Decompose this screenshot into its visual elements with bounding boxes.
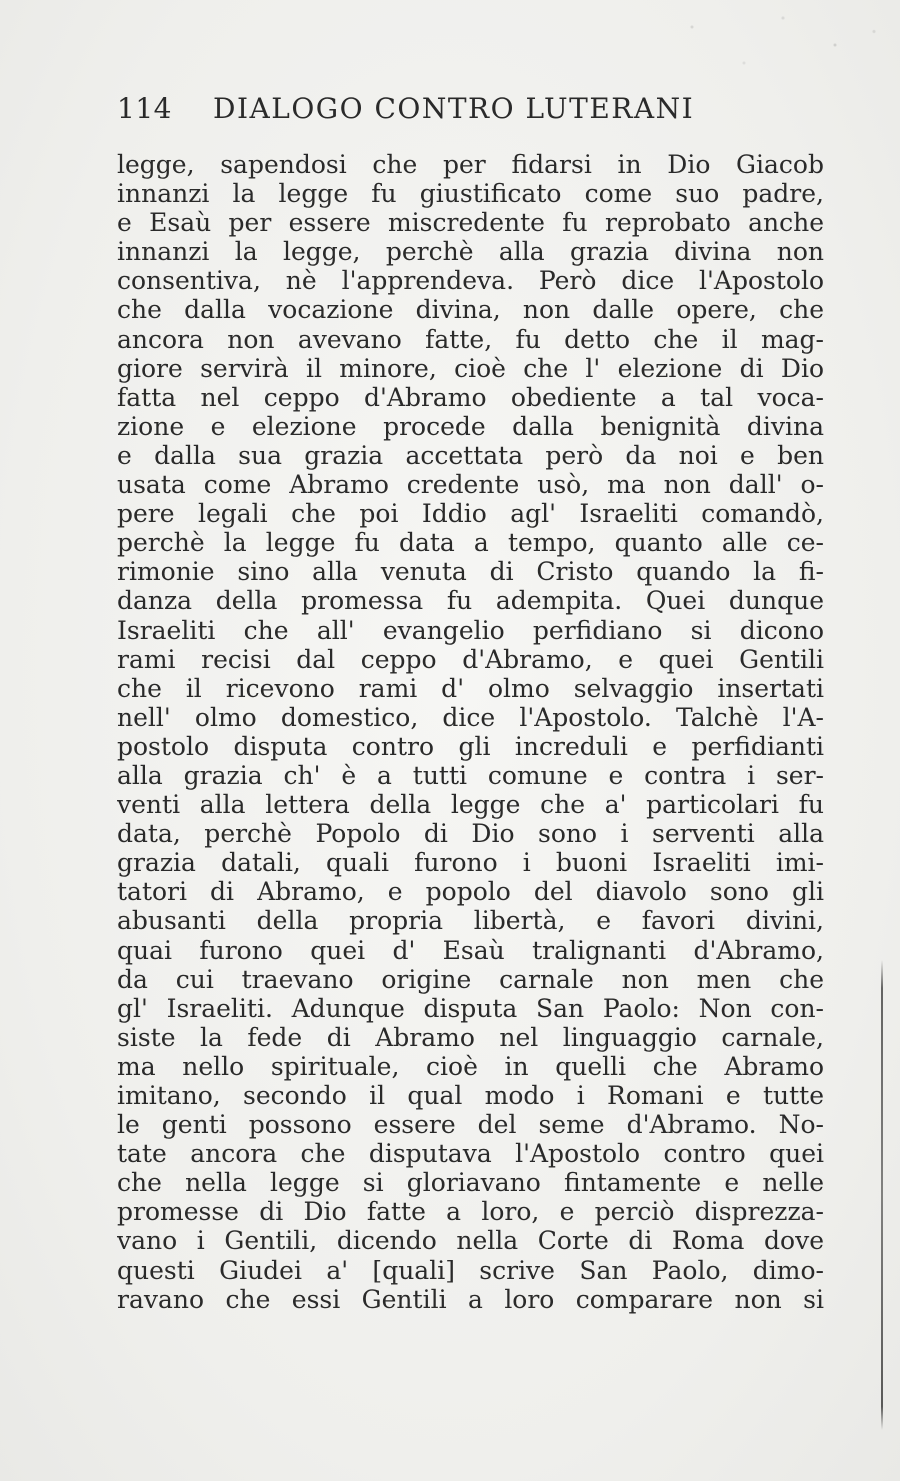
text-line: che dalla vocazione divina, non dalle opere, che [117,295,824,325]
text-line: data, perchè Popolo di Dio sono i serventi alla [117,819,824,849]
text-line: zione e elezione procede dalla benignità divina [117,411,824,441]
page-number: 114 [117,92,172,125]
text-line: nell' olmo domestico, dice l'Apostolo. Talchè l'A- [117,702,824,732]
text-line: consentiva, nè l'apprendeva. Però dice l'Apostolo [117,266,824,296]
text-line: le genti possono essere del seme d'Abramo. No- [117,1110,824,1140]
text-line: e dalla sua grazia accettata però da noi e ben [117,440,824,470]
text-line: postolo disputa contro gli increduli e perfidianti [117,731,824,761]
text-line: rami recisi dal ceppo d'Abramo, e quei Gentili [117,644,824,674]
text-line: tate ancora che disputava l'Apostolo contro quei [117,1139,824,1169]
text-line: venti alla lettera della legge che a' particolari fu [117,790,824,820]
text-line: vano i Gentili, dicendo nella Corte di Roma dove [117,1226,824,1256]
text-line: questi Giudei a' [quali] scrive San Paolo, dimo- [117,1255,824,1285]
scan-speckle [640,0,900,90]
text-line: che nella legge si gloriavano fintamente e nelle [117,1168,824,1198]
text-line: ancora non avevano fatte, fu detto che il mag- [117,324,824,354]
running-title: DIALOGO CONTRO LUTERANI [213,92,695,125]
text-line: abusanti della propria libertà, e favori divini, [117,906,824,936]
text-line: pere legali che poi Iddio agl' Israeliti comandò, [117,499,824,529]
text-line: grazia datali, quali furono i buoni Israeliti imi- [117,848,824,878]
text-line: tatori di Abramo, e popolo del diavolo sono gli [117,877,824,907]
text-line: quai furono quei d' Esaù tralignanti d'Abramo, [117,935,824,965]
text-line: alla grazia ch' è a tutti comune e contra i ser- [117,760,824,790]
text-line: innanzi la legge fu giustificato come suo padre, [117,179,824,209]
text-line: usata come Abramo credente usò, ma non dall' o- [117,470,824,500]
text-line: e Esaù per essere miscredente fu reprobato anche [117,208,824,238]
text-line: siste la fede di Abramo nel linguaggio carnale, [117,1022,824,1052]
text-line: ma nello spirituale, cioè in quelli che Abramo [117,1051,824,1081]
text-line: che il ricevono rami d' olmo selvaggio insertati [117,673,824,703]
text-line: perchè la legge fu data a tempo, quanto alle ce- [117,528,824,558]
text-line: da cui traevano origine carnale non men che [117,964,824,994]
text-line: rimonie sino alla venuta di Cristo quando la fi- [117,557,824,587]
text-line: Israeliti che all' evangelio perfidiano si dicono [117,615,824,645]
text-line: legge, sapendosi che per fidarsi in Dio Giacob [117,150,824,179]
text-line: innanzi la legge, perchè alla grazia divina non [117,237,824,267]
text-line: gl' Israeliti. Adunque disputa San Paolo: Non con- [117,993,824,1023]
text-line: imitano, secondo il qual modo i Romani e tutte [117,1081,824,1110]
text-line: ravano che essi Gentili a loro comparare non si [117,1284,824,1314]
page-header [117,92,757,128]
text-line: promesse di Dio fatte a loro, e perciò disprezza- [117,1197,824,1227]
text-line: fatta nel ceppo d'Abramo obediente a tal voca- [117,382,824,412]
text-line: danza della promessa fu adempita. Quei dunque [117,586,824,616]
page-edge-shadow [881,960,883,1430]
body-text [117,150,824,1314]
text-line: giore servirà il minore, cioè che l' elezione di Dio [117,353,824,383]
